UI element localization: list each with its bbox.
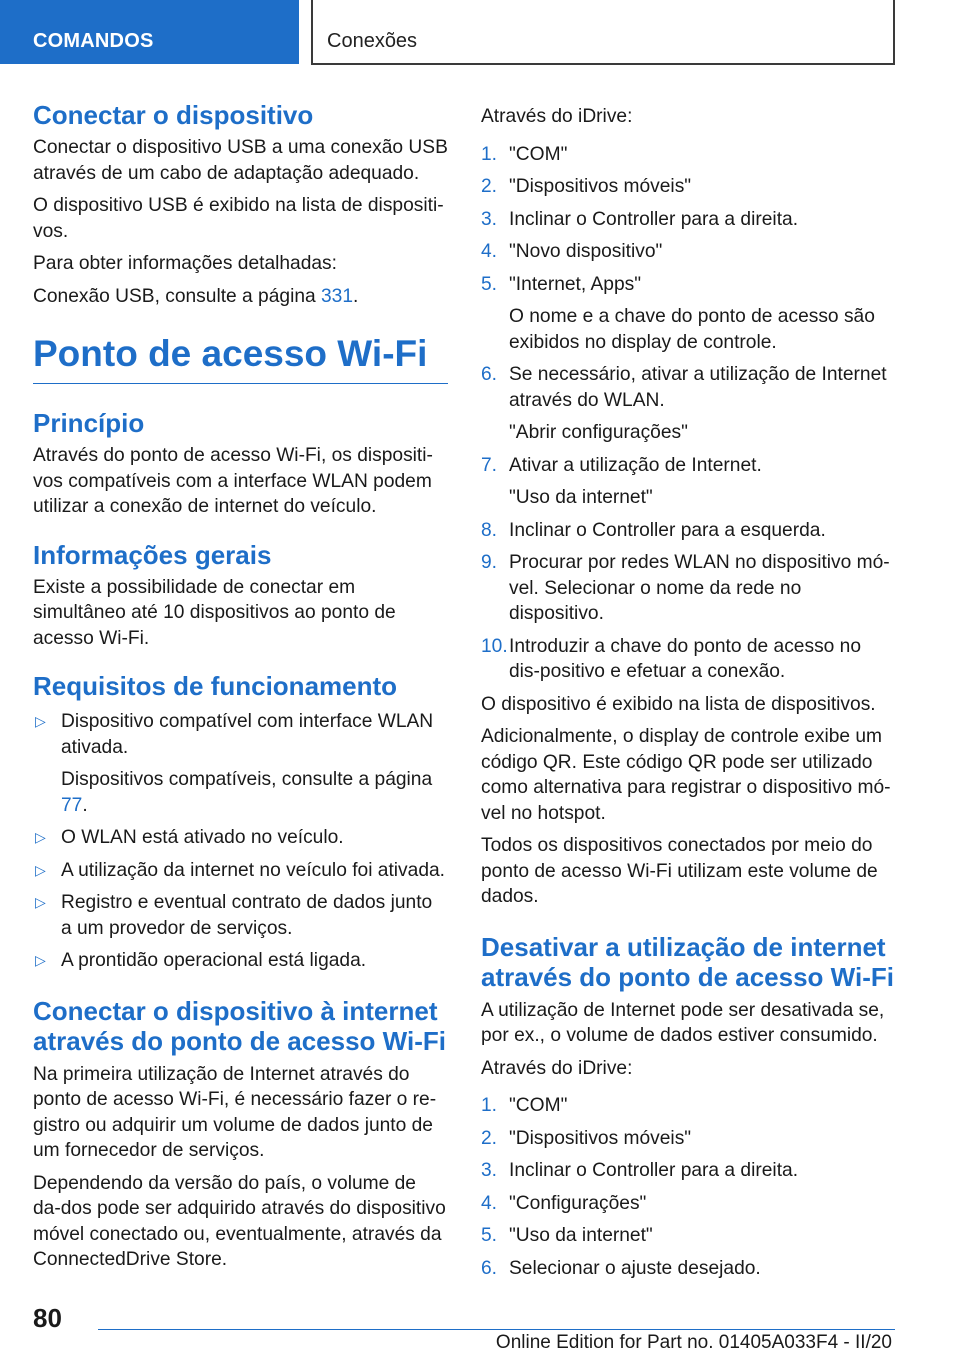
- list-item: 6. Se necessário, ativar a utilização de Internet através do WLAN. "Abrir configurações": [481, 364, 887, 443]
- heading-desativar: Desativar a utilização de internet através do ponto de acesso Wi-Fi: [481, 931, 894, 992]
- triangle-bullet-icon: ▷: [35, 713, 46, 729]
- paragraph: Na primeira utilização de Internet através do ponto de acesso Wi-Fi, é necessário fazer o re-gistro ou adquirir um volume de dados junto de um fornecedor de serviços.: [33, 1063, 437, 1161]
- list-item: 5. "Internet, Apps" O nome e a chave do ponto de acesso são exibidos no display de controle.: [481, 273, 875, 353]
- footer-rule: [98, 1329, 895, 1330]
- requirements-list: [33, 709, 448, 974]
- heading-ponto-de-acesso: Ponto de acesso Wi-Fi: [33, 333, 428, 374]
- list-item: ▷ Dispositivo compatível com interface WLAN ativada. Dispositivos compatíveis, consulte a página 77.: [35, 711, 434, 816]
- list-item: 8. Inclinar o Controller para a esquerda.: [481, 519, 826, 541]
- triangle-bullet-icon: ▷: [35, 829, 46, 845]
- paragraph: Para obter informações detalhadas:: [33, 253, 337, 274]
- list-item: 3. Inclinar o Controller para a direita.: [481, 208, 799, 230]
- heading-conectar-dispositivo: Conectar o dispositivo: [33, 100, 314, 130]
- paragraph: Todos os dispositivos conectados por meio do ponto de acesso Wi-Fi utilizam este volume de dados.: [481, 835, 878, 907]
- left-column: [33, 100, 448, 1280]
- paragraph: A utilização de Internet pode ser desativada se, por ex., o volume de dados estiver consumido.: [481, 999, 885, 1046]
- list-item: ▷ A prontidão operacional está ligada.: [33, 948, 448, 974]
- list-item: 1. "COM": [481, 1095, 568, 1116]
- heading-rule: [33, 383, 448, 384]
- list-item: 6. Selecionar o ajuste desejado.: [481, 1257, 761, 1279]
- paragraph: Existe a possibilidade de conectar em simultâneo até 10 dispositivos ao ponto de acesso Wi-Fi.: [33, 576, 396, 649]
- paragraph: Através do ponto de acesso Wi-Fi, os dispositi-vos compatíveis com a interface WLAN podem utilizar a conexão de internet do veículo.: [33, 445, 433, 517]
- heading-requisitos: Requisitos de funcionamento: [33, 671, 398, 701]
- paragraph: Dependendo da versão do país, o volume de da-dos pode ser adquirido através do dispositivo móvel conectado ou, eventualmente, através da ConnectedDrive Store.: [33, 1172, 446, 1270]
- list-item: 4. "Novo dispositivo": [481, 241, 663, 262]
- list-item: 1. "COM": [481, 143, 568, 165]
- page-link[interactable]: 331: [321, 285, 354, 307]
- heading-informacoes-gerais: Informações gerais: [33, 539, 272, 570]
- right-column: [481, 104, 897, 1288]
- topic-title: Conexões: [327, 30, 418, 52]
- triangle-bullet-icon: ▷: [35, 861, 46, 878]
- list-item: ▷ Registro e eventual contrato de dados junto a um provedor de serviços.: [35, 892, 433, 939]
- page-link[interactable]: 77: [61, 794, 83, 816]
- list-item: 2. "Dispositivos móveis": [481, 176, 692, 197]
- list-item: 2. "Dispositivos móveis": [481, 1127, 692, 1149]
- steps-list-connect: [481, 142, 897, 685]
- list-item: 7. Ativar a utilização de Internet. "Uso da internet": [481, 454, 762, 508]
- triangle-bullet-icon: ▷: [35, 952, 46, 968]
- paragraph: Através do iDrive:: [481, 1057, 633, 1079]
- list-item: 5. "Uso da internet": [481, 1225, 653, 1246]
- list-item: ▷ O WLAN está ativado no veículo.: [33, 825, 448, 851]
- paragraph: Conexão USB, consulte a página 331.: [33, 285, 359, 307]
- topic-box: [311, 0, 895, 65]
- list-item: 4. "Configurações": [481, 1192, 647, 1214]
- paragraph: Através do iDrive:: [481, 106, 633, 127]
- paragraph: O dispositivo é exibido na lista de dispositivos.: [481, 693, 876, 715]
- list-item: ▷ A utilização da internet no veículo foi ativada.: [33, 858, 448, 884]
- steps-list-deactivate: [481, 1093, 897, 1281]
- section-title: COMANDOS: [33, 30, 154, 52]
- list-item: 3. Inclinar o Controller para a direita.: [481, 1160, 799, 1181]
- section-tab: [0, 0, 299, 64]
- paragraph: Conectar o dispositivo USB a uma conexão USB através de um cabo de adaptação adequado.: [33, 137, 448, 184]
- triangle-bullet-icon: ▷: [35, 894, 46, 910]
- footer-edition: Online Edition for Part no. 01405A033F4 - II/20: [495, 1332, 892, 1353]
- paragraph: O dispositivo USB é exibido na lista de dispositi-vos.: [33, 195, 444, 242]
- heading-conectar-internet: Conectar o dispositivo à internet através do ponto de acesso Wi-Fi: [33, 995, 446, 1056]
- list-item: 10. Introduzir a chave do ponto de acesso no dis-positivo e efetuar a conexão.: [481, 635, 862, 682]
- page-number: 80: [33, 1303, 62, 1333]
- heading-principio: Princípio: [33, 408, 145, 438]
- list-item: 9. Procurar por redes WLAN no dispositivo mó-vel. Selecionar o nome da rede no dispositivo.: [481, 552, 890, 624]
- paragraph: Adicionalmente, o display de controle exibe um código QR. Este código QR pode ser utilizado como alternativa para registrar o dispositivo mó-vel no hotspot.: [481, 726, 891, 824]
